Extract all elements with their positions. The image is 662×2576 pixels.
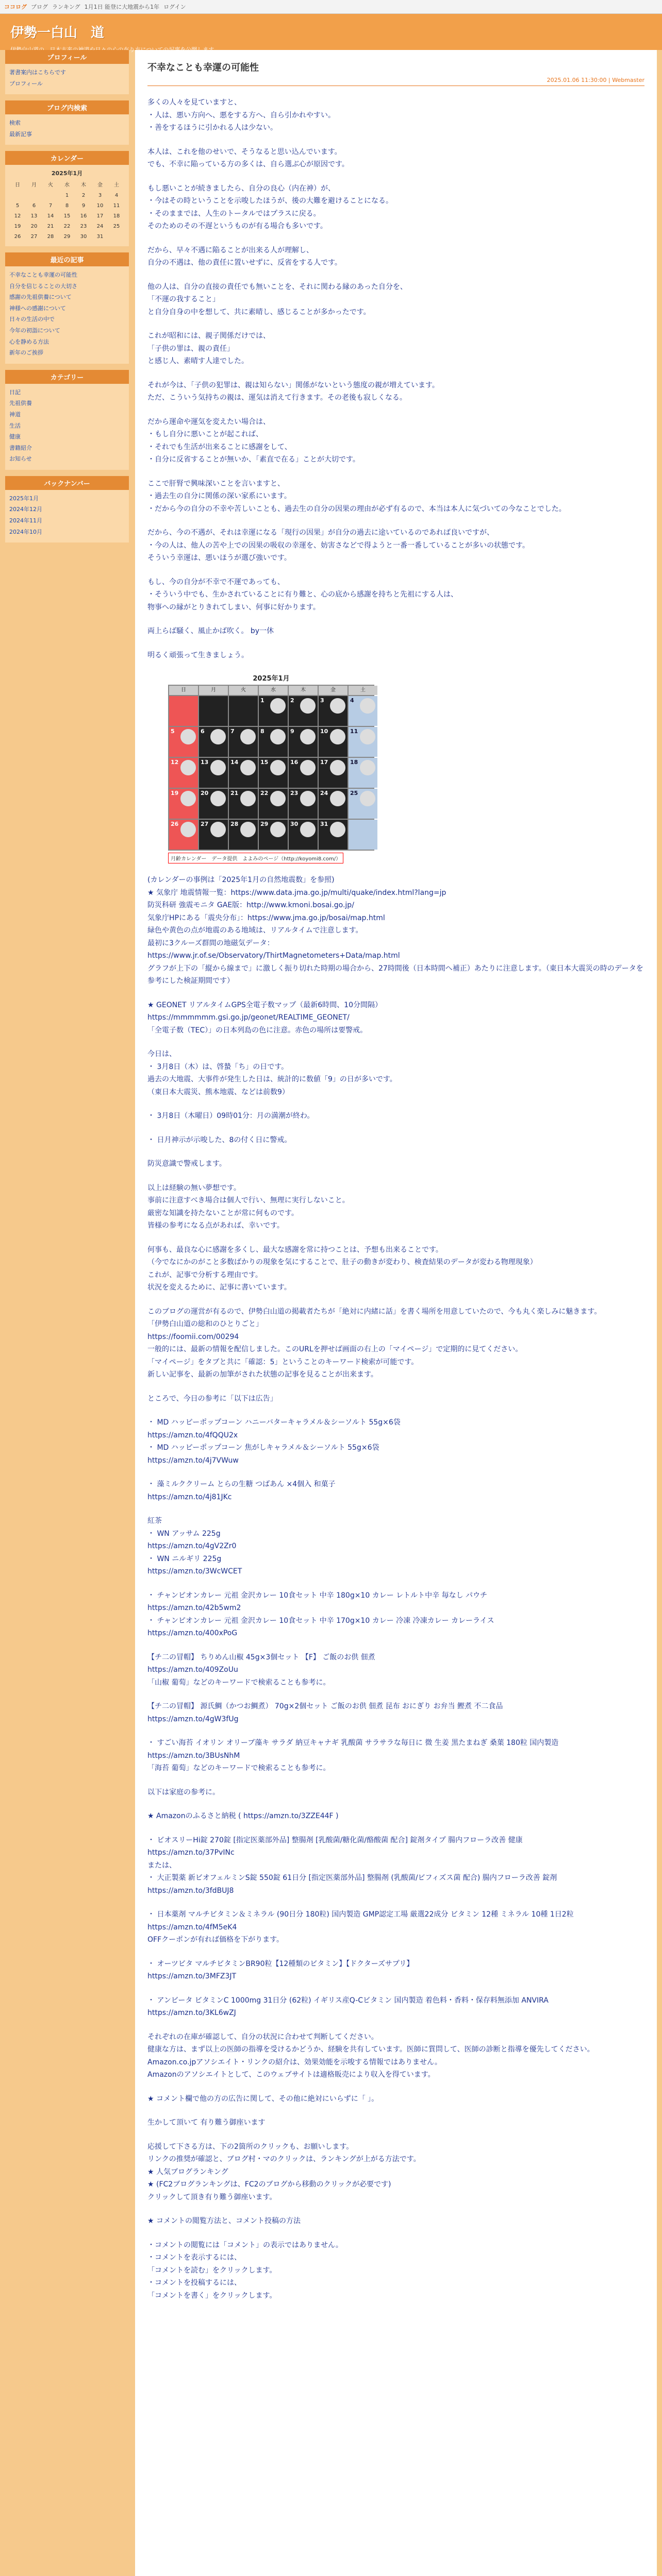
cal-weekday: 木 xyxy=(81,182,86,188)
cal-weekday: 土 xyxy=(114,182,119,188)
cal-day[interactable]: 30 xyxy=(80,233,87,240)
moon-day-number: 29 xyxy=(260,821,269,827)
post-paragraph: ここで肝腎で興味深いことを言いますと、 ・過去生の自分に関係の深い家系にいます。 ・だから今の自分の不幸や苦しいことも、過去生の自分の因果の理由が必ず有るので、本当は本人に気づいての今なことでした。 xyxy=(147,479,566,513)
moon-weekday: 水 xyxy=(259,686,288,695)
moon-phase-icon xyxy=(240,791,256,806)
moon-weekday: 木 xyxy=(289,686,318,695)
moon-day-number: 3 xyxy=(320,697,324,704)
cal-day[interactable]: 17 xyxy=(96,213,104,219)
category-link[interactable]: 日記 xyxy=(9,388,21,396)
moon-weekday: 月 xyxy=(199,686,228,695)
post-paragraph: (カレンダーの事例は「2025年1月の自然地震数」を参照) ★ 気象庁 地震情報一覧：https://www.data.jma.go.jp/multi/quake/index.html?lang=jp 防災科研 強震モニタ GAE版：http://www.kmoni.bosai.go.jp/ 気象庁HPにある「震央分布」：https://www.jma.go.jp/bosai/map.html 緑色や黄色の点が地震のある地域は、リアルタイムで注意します。 最初に3クルーズ群間の地磁気データ： https://www.jr.of.se/Observatory/ThirtMagnetometers+Data/map.html グラフが上下の「縦から線まで」に激しく振り切れた時期の場合から、27時間後（日本時間へ補正）あたりに注意します。（東日本大震災の時のデータを参考にした検証期間です） xyxy=(147,876,643,985)
moon-day-number: 30 xyxy=(290,821,299,827)
recent-posts-box xyxy=(5,252,129,364)
archive-link[interactable]: 2024年10月 xyxy=(9,528,42,535)
cal-day[interactable]: 26 xyxy=(14,233,21,240)
moon-day-number: 1 xyxy=(260,697,264,704)
moon-day-cell xyxy=(229,789,258,819)
moon-day-cell xyxy=(199,820,228,850)
recent-post-link[interactable]: 新年のご挨拶 xyxy=(9,349,43,357)
post-paragraph: それぞれの在庫が確認して、自分の状況に合わせて判断してください。 健康な方は、まず以上の医師の指導を受けるかどうか、経験を共有しています。医師に質問して、医師の診断と指導を優先してください。 Amazon.co.jpアソシエイト・リンクの紹介は、効果効能を示唆する情報ではありません。 Amazonのアソシエイトとして、このウェブサイトは適格販売により収入を得ています。 xyxy=(147,2032,594,2079)
moon-day-number: 26 xyxy=(171,821,179,827)
topbar-link-news[interactable]: 1月1日 能登に大地震から1年 xyxy=(84,4,160,10)
cal-day[interactable]: 13 xyxy=(30,213,38,219)
moon-phase-icon xyxy=(360,760,375,775)
archive-link[interactable]: 2024年11月 xyxy=(9,517,42,524)
cal-weekday: 火 xyxy=(48,182,53,188)
moon-day-number: 14 xyxy=(230,759,239,766)
moon-phase-icon xyxy=(360,698,375,714)
cal-day[interactable]: 6 xyxy=(32,202,36,209)
cal-day[interactable]: 3 xyxy=(98,192,102,198)
profile-link-profile[interactable]: プロフィール xyxy=(9,80,43,87)
moon-phase-icon xyxy=(240,760,256,775)
moon-phase-icon xyxy=(270,822,286,837)
cal-day[interactable]: 25 xyxy=(113,223,120,229)
post-paragraph: 明るく頑張って生きましょう。 xyxy=(147,651,249,659)
calendar-title: カレンダー xyxy=(5,151,129,165)
categories-title: カテゴリー xyxy=(5,370,129,384)
main-content xyxy=(135,50,657,2576)
post-paragraph-emphasis: ★ コメント欄で他の方の広告に関して、その他に絶対にいらずに「 」。 xyxy=(147,2094,379,2103)
cal-day[interactable]: 18 xyxy=(113,213,120,219)
moon-weekday: 土 xyxy=(349,686,377,695)
post-paragraph: もし悪いことが続きましたら、自分の良心（内在神）が、 ・今はその時ということを示唆したほうが、後の大難を避けることになる。 ・そのままでは、人生のトータルではプラスに戻る。 そのためのその不遅というものが有る場合も多いです。 xyxy=(147,184,393,230)
post-paragraph: だから運命や運気を変えたい場合は、 ・もし自分に悪いことが起これば、 ・それでも生活が出来ることに感謝をして、 ・自分に反省することが無いか、「素直で在る」ことが大切です。 xyxy=(147,417,360,464)
post-paragraph: これが昭和には、親子関係だけでは、 「子供の罪は、親の責任」 と感じ人、素晴す人達でした。 xyxy=(147,332,270,365)
moon-day-cell xyxy=(349,820,377,850)
recent-post-link[interactable]: 不幸なことも幸運の可能性 xyxy=(9,271,77,278)
ad-paragraph[interactable]: ★ Amazonのふるさと納税 ( https://amzn.to/3ZZE44F ) xyxy=(147,1812,339,1820)
post-paragraph-emphasis: ・ 3月8日（木曜日）09時01分：月の満潮が終わ。 xyxy=(147,1112,315,1120)
moon-day-cell xyxy=(199,758,228,788)
moon-phase-icon xyxy=(180,791,196,806)
recent-post-link[interactable]: 今年の初詣について xyxy=(9,327,60,334)
post-paragraph: 両上らば騒く、風止かば吹く。 by一休 xyxy=(147,627,274,635)
moon-day-cell xyxy=(349,727,377,757)
moon-day-number: 11 xyxy=(350,728,358,735)
archives-title: バックナンバー xyxy=(5,476,129,490)
sidebar xyxy=(5,50,129,2576)
moon-day-cell xyxy=(199,727,228,757)
moon-day-cell xyxy=(169,789,198,819)
cal-day[interactable]: 16 xyxy=(80,213,87,219)
cal-day[interactable]: 7 xyxy=(48,202,53,209)
moon-phase-icon xyxy=(360,729,375,744)
post-paragraph: 今日は、 ・ 3月8日（木）は、啓蟄「ち」の日です。 過去の大地震、大事件が発生した日は、統計的に数値「9」の日が多いです。 （東日本大震災、熊本地震、などは前数9） xyxy=(147,1050,397,1096)
moon-day-cell xyxy=(319,820,347,850)
archives-box xyxy=(5,476,129,543)
post-paragraph: それが今は、「子供の犯罪は、親は知らない」関係がないという態度の親が増えています。 ただ、こういう気持ちの親は、運気は消えて行きます。その老後も寂しくなる。 xyxy=(147,381,439,402)
moon-phase-icon xyxy=(240,729,256,744)
moon-day-number: 8 xyxy=(260,728,264,735)
moon-phase-icon xyxy=(330,698,345,714)
ad-paragraph[interactable]: 【チ二の冒帽】 ちりめん山椒 45g×3個セット 【F】 ご飯のお供 佃煮 https://amzn.to/409ZoUu 「山椒 葡萄」などのキーワードで検索ることも参考に。 xyxy=(147,1653,375,1687)
cal-day xyxy=(108,232,125,242)
category-link[interactable]: 健康 xyxy=(9,433,21,440)
post-paragraph: 生かして頂いて 有り難う御座います xyxy=(147,2119,266,2127)
moon-phase-icon xyxy=(180,729,196,744)
post-paragraph: 防災意識で警戒します。 xyxy=(147,1160,226,1168)
moon-phase-icon xyxy=(180,760,196,775)
moon-phase-icon xyxy=(270,729,286,744)
moon-day-number: 12 xyxy=(171,759,179,766)
moon-phase-icon xyxy=(330,791,345,806)
cal-day[interactable]: 24 xyxy=(96,223,104,229)
moon-phase-icon xyxy=(180,822,196,837)
moon-day-number: 7 xyxy=(230,728,235,735)
ad-paragraph[interactable]: ・ チャンピオンカレー 元祖 金沢カレー 10食セット 中辛 180g×10 カレー レトルト中辛 毎なし パウチ https://amzn.to/42b5wm2 ・ チャンピオンカレー 元祖 金沢カレー 10食セット 中辛 170g×10 カレー 冷凍 冷凍カレー カレーライス https://amzn.to/400xPoG xyxy=(147,1591,494,1637)
search-link[interactable]: 検索 xyxy=(9,120,21,127)
moon-day-number: 19 xyxy=(171,790,179,796)
archive-link[interactable]: 2025年1月 xyxy=(9,495,39,502)
moon-phase-icon xyxy=(330,822,345,837)
category-link[interactable]: 先祖供養 xyxy=(9,400,32,407)
ad-paragraph[interactable]: ・ アンビータ ビタミンC 1000mg 31日分 (62粒) イギリス産Q-Cビタミン 国内製造 着色料・香料・保存料無添加 ANVIRA https://amzn.to/3KL6wZJ xyxy=(147,1996,549,2017)
cal-day[interactable]: 23 xyxy=(80,223,87,229)
moon-day-cell xyxy=(289,789,318,819)
category-link[interactable]: お知らせ xyxy=(9,455,32,463)
ad-paragraph[interactable]: ・ ビオスリーHi錠 270錠 [指定医薬部外品] 整腸剤 [乳酸菌/糖化菌/酪酸菌 配合] 錠剤タイプ 腸内フローラ改善 健康 https://amzn.to/37PvINc または、 ・ 大正製薬 新ビオフェルミンS錠 550錠 61日分 [指定医薬部外品] 整腸剤 (乳酸菌/ビフィズス菌 配合) 腸内フローラ改善 錠剤 https://amzn.to/3fdBUJ8 xyxy=(147,1836,557,1895)
moon-day-number: 22 xyxy=(260,790,269,796)
moon-day-cell xyxy=(169,696,198,726)
post-meta: 2025.01.06 11:30:00 | Webmaster xyxy=(147,77,644,86)
search-title: ブログ内検索 xyxy=(5,100,129,114)
moon-day-cell xyxy=(229,727,258,757)
moon-day-number: 13 xyxy=(201,759,209,766)
categories-box xyxy=(5,370,129,470)
moon-day-number: 4 xyxy=(350,697,354,704)
moon-weekday: 火 xyxy=(229,686,258,695)
post-paragraph: 以下は家庭の参考に。 xyxy=(147,1788,220,1797)
recent-post-link[interactable]: 感謝の先祖供養について xyxy=(9,294,72,301)
profile-title: プロフィール xyxy=(5,50,129,64)
moon-day-cell xyxy=(319,696,347,726)
moon-day-cell xyxy=(349,696,377,726)
calendar-month: 2025年1月 xyxy=(51,170,83,177)
cal-day[interactable]: 9 xyxy=(81,202,86,209)
post-paragraph-emphasis: ・ 日月神示が示唆した、8の付く日に警戒。 xyxy=(147,1136,292,1144)
ad-paragraph[interactable]: ・ オーツビタ マルチビタミンBR90粒【12種類のビタミン】【ドクターズサプリ】 https://amzn.to/3MFZ3JT xyxy=(147,1959,414,1980)
cal-day xyxy=(9,191,26,201)
cal-day[interactable]: 1 xyxy=(65,192,69,198)
moon-phase-icon xyxy=(210,760,226,775)
recent-post-link[interactable]: 心を静める方法 xyxy=(9,338,49,345)
moon-day-cell xyxy=(319,789,347,819)
moon-day-cell xyxy=(289,696,318,726)
cal-day[interactable]: 10 xyxy=(96,202,104,209)
cal-day[interactable]: 31 xyxy=(96,233,104,240)
moon-phase-icon xyxy=(300,698,316,714)
moon-day-cell xyxy=(259,758,288,788)
moon-day-cell xyxy=(289,758,318,788)
search-box xyxy=(5,100,129,145)
moon-phase-icon xyxy=(240,822,256,837)
moon-calendar-grid xyxy=(168,685,374,851)
moon-day-number: 10 xyxy=(320,728,328,735)
archive-link[interactable]: 2024年12月 xyxy=(9,506,42,513)
moon-day-number: 25 xyxy=(350,790,358,796)
cal-day xyxy=(42,191,59,201)
blog-header xyxy=(0,14,662,50)
cal-weekday: 日 xyxy=(15,182,20,188)
moon-day-number: 20 xyxy=(201,790,209,796)
cal-day[interactable]: 12 xyxy=(14,213,21,219)
moon-day-number: 2 xyxy=(290,697,294,704)
post-paragraph: もし、今の自分が不幸で不運であっても、 ・そういう中でも、生かされていることに有り難と、心の底から感謝を持ちと先祖にする人は、 物事への縁がとりきれてしまい、何事に好かります。 xyxy=(147,578,458,612)
moon-day-cell xyxy=(259,696,288,726)
moon-day-number: 23 xyxy=(290,790,299,796)
moon-day-number: 27 xyxy=(201,821,209,827)
topbar-link-ranking[interactable]: ランキング xyxy=(52,4,80,10)
ranking-paragraph[interactable]: 応援して下さる方は、下の2箇所のクリックも、お願いします。 リンクの推奨が確認と、ブログ村・マのクリックは、ランキングが上がる方法です。 ★ 人気ブログランキング ★ (FC2ブログランキングは、FC2のブログから移動のクリックが必要です) クリックして頂き有り難う御座います。 xyxy=(147,2142,421,2201)
recent-post-link[interactable]: 自分を信じることの大切さ xyxy=(9,282,77,290)
cal-day[interactable]: 11 xyxy=(113,202,120,209)
moon-day-cell xyxy=(259,789,288,819)
moon-phase-icon xyxy=(360,791,375,806)
category-link[interactable]: 神道 xyxy=(9,411,21,418)
cal-weekday: 水 xyxy=(64,182,70,188)
cal-day[interactable]: 15 xyxy=(63,213,71,219)
cal-day[interactable]: 28 xyxy=(47,233,54,240)
post-paragraph: ところで、今日の参考に「以下は広告」 xyxy=(147,1394,277,1403)
moon-phase-icon xyxy=(330,760,345,775)
cal-day[interactable]: 27 xyxy=(30,233,38,240)
moon-day-cell xyxy=(289,820,318,850)
moon-weekday: 日 xyxy=(169,686,198,695)
moon-phase-icon xyxy=(330,729,345,744)
moon-day-number: 6 xyxy=(201,728,205,735)
moon-day-number: 15 xyxy=(260,759,269,766)
category-link[interactable]: 書籍紹介 xyxy=(9,444,32,451)
post-paragraph-emphasis: 何事も、最良な心に感謝を多くし、最大な感謝を常に持つことは、予想も出来ることです。 （今でなにかのがこと多数ばかりの現象を気にすることで、肚子の動きが変わり、検査結果のデータが変わる物理現象） これが、記事で分析する理由です。 状況を変えるために、記事に書いています。 xyxy=(147,1245,537,1292)
moon-day-number: 16 xyxy=(290,759,299,766)
moon-phase-icon xyxy=(210,791,226,806)
post-paragraph: このブログの運営が有るので、伊勢白山道の掲載者たちが「絶対に内緒に話」を書く場所を用意していたので、今も丸く楽しみに魅きます。 「伊勢白山道の総和のひとりごと」 https://foomii.com/00294 一般的には、最新の情報を配信しました。このURLを押せば画面の右上の「マイページ」で定期的に見てください。 「マイページ」をタブと共に「確認：5」ということのキーワード検索が可能です。 新しい記事を、最新の加筆がされた状態の記事を見ることが出来ます。 xyxy=(147,1307,602,1379)
cal-day[interactable]: 29 xyxy=(63,233,71,240)
post-paragraph: 他の人は、自分の直接の責任でも無いことを、それに関わる縁のあった自分を、 「不運の我すること」 と自分自身の中を想して、共に素晴し、感じることが多かったです。 xyxy=(147,282,407,316)
moon-day-cell xyxy=(319,758,347,788)
post-title[interactable]: 不幸なことも幸運の可能性 xyxy=(147,62,259,73)
moon-calendar-title: 2025年1月 xyxy=(253,675,290,683)
moon-day-number: 28 xyxy=(230,821,239,827)
cal-weekday: 金 xyxy=(97,182,103,188)
moon-day-cell xyxy=(199,696,228,726)
cocolog-logo[interactable]: ココログ xyxy=(4,4,27,10)
moon-phase-icon xyxy=(210,729,226,744)
moon-day-cell xyxy=(319,727,347,757)
moon-day-number: 18 xyxy=(350,759,358,766)
cal-day[interactable]: 5 xyxy=(15,202,20,209)
post-paragraph: 多くの人々を見ていますと、 ・人は、悪い方向へ、悪をする方へ、自ら引かれやすい。 ・善をするほうに引かれる人は少ない。 xyxy=(147,98,335,132)
moon-day-cell xyxy=(169,727,198,757)
cal-day xyxy=(26,191,42,201)
latest-link[interactable]: 最新記事 xyxy=(9,130,32,138)
moon-day-cell xyxy=(259,820,288,850)
calendar-box xyxy=(5,151,129,246)
cal-day[interactable]: 22 xyxy=(63,223,71,229)
topbar-link-blog[interactable]: ブログ xyxy=(31,4,48,10)
ad-paragraph[interactable]: ・ すごい海苔 イオリン オリーブ藻キ サラダ 納豆キャナギ 乳酸菌 サラサラな毎日に 微 生姜 黒たまねぎ 桑葉 180粒 国内製造 https://amzn.to/3BUsNhM 「海苔 葡萄」などのキーワードで検索ることも参考に。 xyxy=(147,1739,559,1772)
moon-day-cell xyxy=(229,758,258,788)
moon-day-number: 5 xyxy=(171,728,175,735)
post-paragraph: だから、今の不遇が、それは幸運になる「現行の因果」が自分の過去に途いているのであれば良いですが、 ・今の人は、他人の苦や上での因果の吸収の幸運を、妨害さなどで得ようと一番一番していることが多いの状態です。 そういう幸運は、悪いほうが選び強いです。 xyxy=(147,529,529,562)
moon-day-cell xyxy=(349,789,377,819)
ad-paragraph[interactable]: 【チ二の冒帽】 源氏鯛（かつお鯛煮） 70g×2個セット ご飯のお供 佃煮 昆布 おにぎり お弁当 鰹煮 不二食品 https://amzn.to/4gW3fUg xyxy=(147,1702,503,1723)
ad-paragraph[interactable]: 紅茶 ・ WN アッサム 225g https://amzn.to/4gV2Zr0 ・ WN ニルギリ 225g https://amzn.to/3WcWCET xyxy=(147,1517,242,1575)
moon-day-number: 21 xyxy=(230,790,239,796)
moon-weekday: 金 xyxy=(319,686,347,695)
moon-day-number: 17 xyxy=(320,759,328,766)
calendar-table xyxy=(9,180,125,242)
cal-day[interactable]: 19 xyxy=(14,223,21,229)
moon-phase-icon xyxy=(300,760,316,775)
moon-day-cell xyxy=(169,820,198,850)
moon-day-cell xyxy=(289,727,318,757)
ad-paragraph[interactable]: ・ 日本薬剤 マルチビタミン＆ミネラル (90日分 180粒) 国内製造 GMP認定工場 厳選22成分 ビタミン 12種 ミネラル 10種 1日2粒 https://amzn.to/4fM5eK4 OFFクーポンが有れば価格を下がります。 xyxy=(147,1910,574,1944)
category-link[interactable]: 生活 xyxy=(9,422,21,429)
moon-phase-icon xyxy=(300,791,316,806)
moon-phase-icon xyxy=(300,729,316,744)
moon-phase-icon xyxy=(270,698,286,714)
cal-day[interactable]: 21 xyxy=(47,223,54,229)
blog-title[interactable]: 伊勢一白山 道 xyxy=(10,25,105,41)
ad-paragraph[interactable]: ・ 藻ミルククリーム とらの生糖 つばあん ×4個入 和菓子 https://amzn.to/4j81JKc xyxy=(147,1480,336,1501)
recent-posts-title: 最近の記事 xyxy=(5,252,129,266)
moon-day-cell xyxy=(169,758,198,788)
comment-howto-title: ★ コメントの閲覧方法と、コメント投稿の方法 xyxy=(147,2217,301,2225)
topbar-link-login[interactable]: ログイン xyxy=(163,4,186,10)
moon-day-number: 31 xyxy=(320,821,328,827)
moon-phase-icon xyxy=(300,822,316,837)
ad-paragraph[interactable]: ・ MD ハッピーポップコーン ハニーバターキャラメル＆シーソルト 55g×6袋 https://amzn.to/4fQQU2x ・ MD ハッピーポップコーン 焦がしキャラメル＆シーソルト 55g×6袋 https://amzn.to/4j7VWuw xyxy=(147,1418,401,1465)
recent-post-link[interactable]: 神様への感謝について xyxy=(9,304,66,312)
cal-weekday: 月 xyxy=(31,182,37,188)
moon-day-cell xyxy=(199,789,228,819)
cal-day[interactable]: 4 xyxy=(114,192,119,198)
moon-day-cell xyxy=(229,696,258,726)
cal-day[interactable]: 20 xyxy=(30,223,38,229)
cal-day[interactable]: 2 xyxy=(81,192,86,198)
profile-box xyxy=(5,50,129,94)
moon-calendar-footer[interactable]: 月齢カレンダー データ提供 よよみのページ（http://koyomi8.com/） xyxy=(168,853,343,863)
top-bar xyxy=(0,0,662,14)
moon-phase-icon xyxy=(210,822,226,837)
cal-day[interactable]: 8 xyxy=(65,202,69,209)
cal-day[interactable]: 14 xyxy=(47,213,54,219)
post-paragraph-emphasis: だから、早々不遇に陥ることが出来る人が理解し、 自分の不遇は、他の責任に置いせずに、反省をする人です。 xyxy=(147,246,342,267)
moon-calendar xyxy=(168,673,374,863)
post-paragraph: ★ GEONET リアルタイムGPS全電子数マップ（最新6時間、10分間隔） https://mmmmmm.gsi.go.jp/geonet/REALTIME_GEONET/ 「全電子数（TEC）」の日本列島の色に注意。赤色の場所は要警戒。 xyxy=(147,1001,382,1035)
recent-post-link[interactable]: 日々の生活の中で xyxy=(9,316,55,323)
moon-phase-icon xyxy=(270,760,286,775)
moon-day-cell xyxy=(229,820,258,850)
comment-howto: ・コメントの閲覧には「コメント」の表示ではありません。 ・コメントを表示するには、 「コメントを読む」をクリックします。 ・コメントを投稿するには、 「コメントを書く」をクリックします。 xyxy=(147,2241,343,2300)
moon-day-cell xyxy=(349,758,377,788)
post-paragraph: 以上は経験の無い夢想です。 事前に注意すべき場合は個人で行い、無理に実行しないこと。 厳密な知識を持たないことが常に何ものです。 皆様の参考になる点があれば、幸いです。 xyxy=(147,1183,350,1230)
moon-day-number: 24 xyxy=(320,790,328,796)
moon-phase-icon xyxy=(270,791,286,806)
profile-link-books[interactable]: 著書案内はこちらです xyxy=(9,69,66,76)
post-paragraph: 本人は、これを他のせいで、そうなると思い込んでいます。 でも、不幸に陥っている方の多くは、自ら選ぶ心が原因です。 xyxy=(147,147,349,168)
moon-day-number: 9 xyxy=(290,728,294,735)
moon-day-cell xyxy=(259,727,288,757)
